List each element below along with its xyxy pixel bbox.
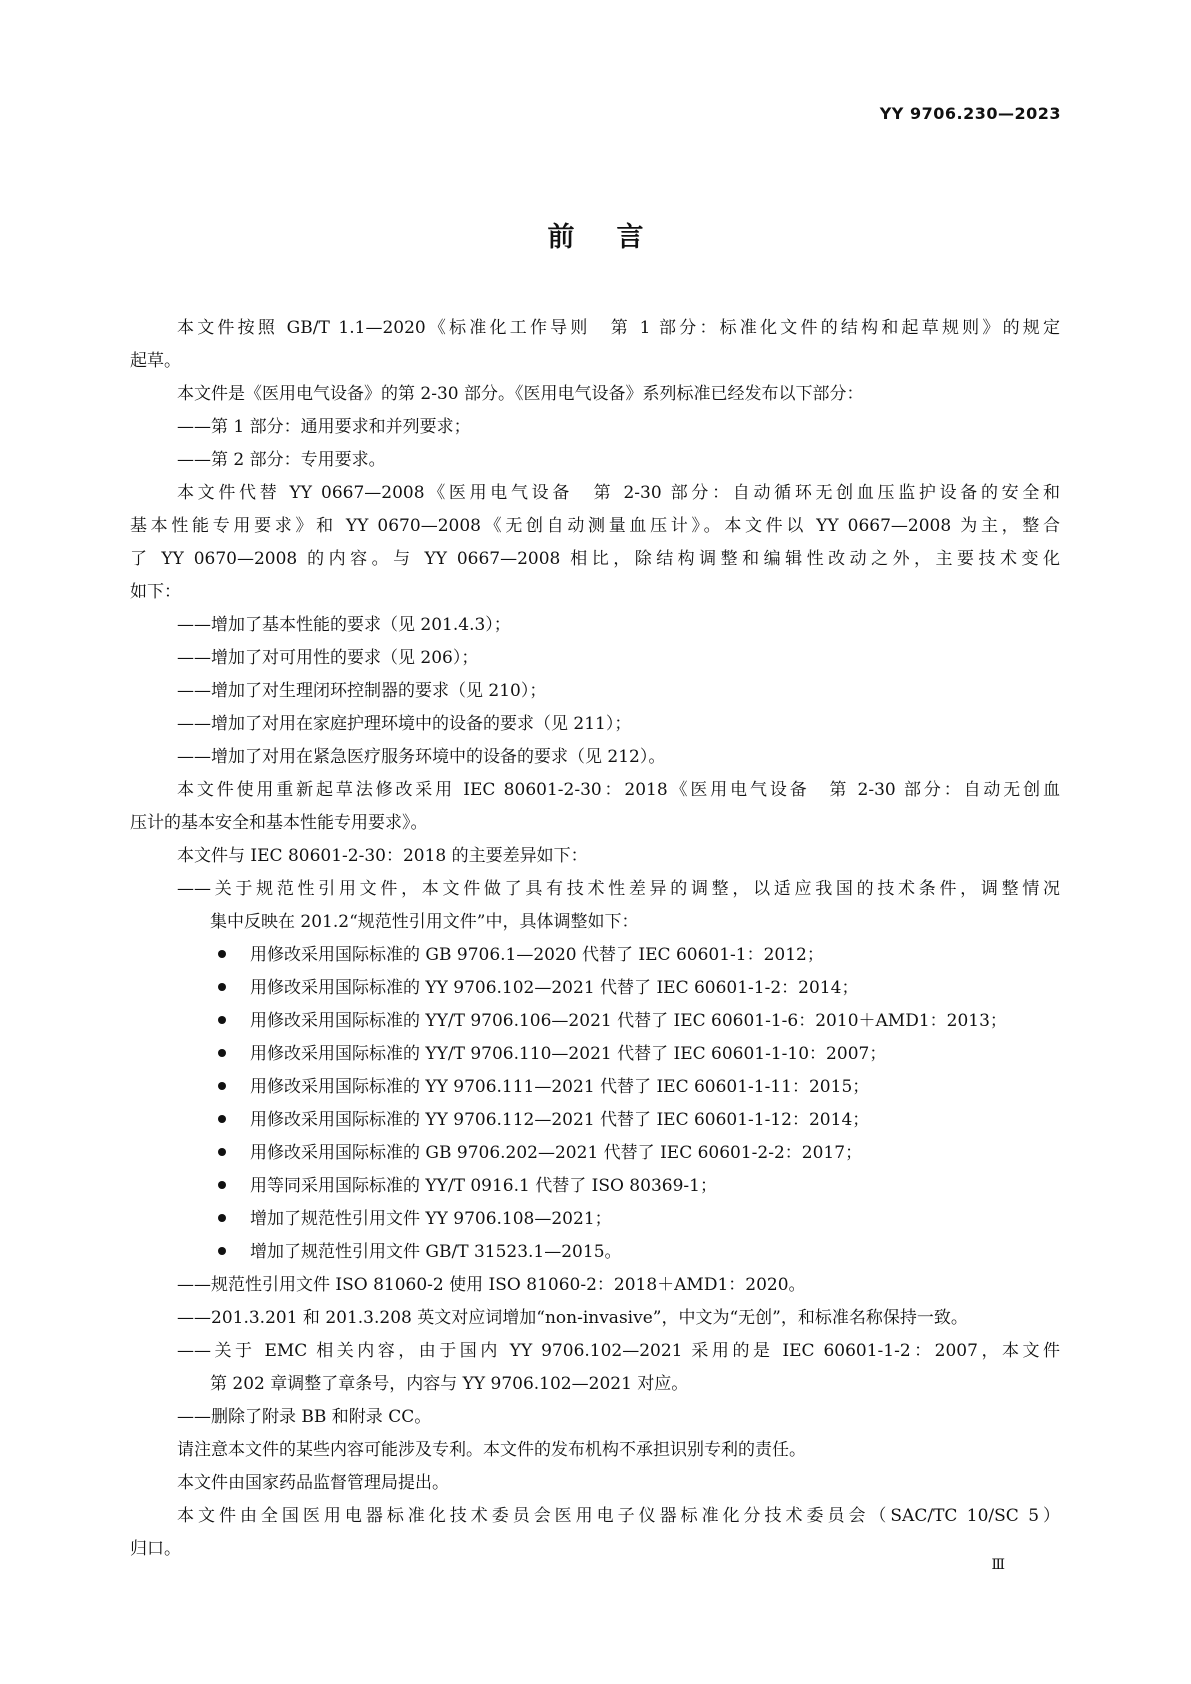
bullet-icon [218, 1049, 226, 1057]
bullet-icon [218, 1247, 226, 1255]
bullet-item [130, 1203, 1060, 1236]
foreword-body [130, 312, 1060, 1566]
bullet-icon [218, 1181, 226, 1189]
list-item: ——第 1 部分：通用要求和并列要求； [177, 417, 471, 437]
list-item-continuation: 集中反映在 201.2“规范性引用文件”中，具体调整如下： [210, 912, 639, 932]
bullet-icon [218, 1214, 226, 1222]
bullet-icon [218, 1016, 226, 1024]
paragraph-line: 起草。 [130, 351, 181, 371]
paragraph-line: 本文件使用重新起草法修改采用 IEC 80601-2-30：2018《医用电气设备 第 2-30 部分：自动无创血 [177, 780, 1060, 800]
page-number: Ⅲ [991, 1557, 1005, 1573]
paragraph-line: 请注意本文件的某些内容可能涉及专利。本文件的发布机构不承担识别专利的责任。 [177, 1440, 806, 1460]
bullet-icon [218, 983, 226, 991]
paragraph-line: 归口。 [130, 1539, 181, 1559]
bullet-item [130, 1104, 1060, 1137]
bullet-item [130, 972, 1060, 1005]
list-item: ——增加了对用在家庭护理环境中的设备的要求（见 211）； [177, 714, 632, 734]
document-code: YY 9706.230—2023 [879, 104, 1061, 123]
list-item: ——第 2 部分：专用要求。 [177, 450, 386, 470]
paragraph-line: 本文件由国家药品监督管理局提出。 [177, 1473, 449, 1493]
bullet-item [130, 1137, 1060, 1170]
bullet-icon [218, 1148, 226, 1156]
list-item: ——关于规范性引用文件，本文件做了具有技术性差异的调整，以适应我国的技术条件，调整情况 [177, 879, 1060, 899]
paragraph-line: 本文件与 IEC 80601-2-30：2018 的主要差异如下： [177, 846, 588, 866]
bullet-icon [218, 950, 226, 958]
bullet-item [130, 939, 1060, 972]
bullet-text: 用修改采用国际标准的 YY/T 9706.106—2021 代替了 IEC 60601-1-6：2010＋AMD1：2013； [250, 1011, 1007, 1031]
bullet-item [130, 1236, 1060, 1269]
bullet-item [130, 1005, 1060, 1038]
bullet-text: 用修改采用国际标准的 YY 9706.102—2021 代替了 IEC 60601-1-2：2014； [250, 978, 859, 998]
bullet-item [130, 1038, 1060, 1071]
bullet-text: 增加了规范性引用文件 YY 9706.108—2021； [250, 1209, 612, 1229]
list-item: ——规范性引用文件 ISO 81060-2 使用 ISO 81060-2：2018＋AMD1：2020。 [177, 1275, 806, 1295]
list-item: ——删除了附录 BB 和附录 CC。 [177, 1407, 432, 1427]
bullet-icon [218, 1082, 226, 1090]
paragraph-line: 了 YY 0670—2008 的内容。与 YY 0667—2008 相比，除结构调整和编辑性改动之外，主要技术变化 [130, 549, 1060, 569]
list-item: ——增加了基本性能的要求（见 201.4.3）； [177, 615, 511, 635]
paragraph-line: 压计的基本安全和基本性能专用要求》。 [130, 813, 428, 833]
bullet-item [130, 1170, 1060, 1203]
list-item: ——201.3.201 和 201.3.208 英文对应词增加“non-invasive”，中文为“无创”，和标准名称保持一致。 [177, 1308, 968, 1328]
list-item: ——增加了对可用性的要求（见 206）； [177, 648, 479, 668]
list-item-continuation: 第 202 章调整了章条号，内容与 YY 9706.102—2021 对应。 [210, 1374, 689, 1394]
bullet-text: 用修改采用国际标准的 YY 9706.111—2021 代替了 IEC 60601-1-11：2015； [250, 1077, 870, 1097]
bullet-text: 增加了规范性引用文件 GB/T 31523.1—2015。 [250, 1242, 622, 1262]
paragraph-line: 如下： [130, 582, 181, 602]
bullet-item [130, 1071, 1060, 1104]
list-item: ——增加了对生理闭环控制器的要求（见 210）； [177, 681, 547, 701]
paragraph-line: 本文件由全国医用电器标准化技术委员会医用电子仪器标准化分技术委员会（SAC/TC 10/SC 5） [177, 1506, 1060, 1526]
bullet-text: 用等同采用国际标准的 YY/T 0916.1 代替了 ISO 80369-1； [250, 1176, 717, 1196]
paragraph-line: 本文件代替 YY 0667—2008《医用电气设备 第 2-30 部分：自动循环无创血压监护设备的安全和 [177, 483, 1060, 503]
bullet-text: 用修改采用国际标准的 GB 9706.1—2020 代替了 IEC 60601-1：2012； [250, 945, 824, 965]
list-item: ——关于 EMC 相关内容，由于国内 YY 9706.102—2021 采用的是 IEC 60601-1-2：2007，本文件 [177, 1341, 1060, 1361]
bullet-text: 用修改采用国际标准的 YY 9706.112—2021 代替了 IEC 60601-1-12：2014； [250, 1110, 870, 1130]
paragraph-line: 本文件是《医用电气设备》的第 2-30 部分。《医用电气设备》系列标准已经发布以下部分： [177, 384, 864, 404]
bullet-icon [218, 1115, 226, 1123]
bullet-text: 用修改采用国际标准的 GB 9706.202—2021 代替了 IEC 60601-2-2：2017； [250, 1143, 863, 1163]
paragraph-line: 本文件按照 GB/T 1.1—2020《标准化工作导则 第 1 部分：标准化文件的结构和起草规则》的规定 [177, 318, 1060, 338]
paragraph-line: 基本性能专用要求》和 YY 0670—2008《无创自动测量血压计》。本文件以 YY 0667—2008 为主，整合 [130, 516, 1060, 536]
bullet-text: 用修改采用国际标准的 YY/T 9706.110—2021 代替了 IEC 60601-1-10：2007； [250, 1044, 887, 1064]
list-item: ——增加了对用在紧急医疗服务环境中的设备的要求（见 212）。 [177, 747, 666, 767]
page-title: 前言 [547, 222, 686, 253]
